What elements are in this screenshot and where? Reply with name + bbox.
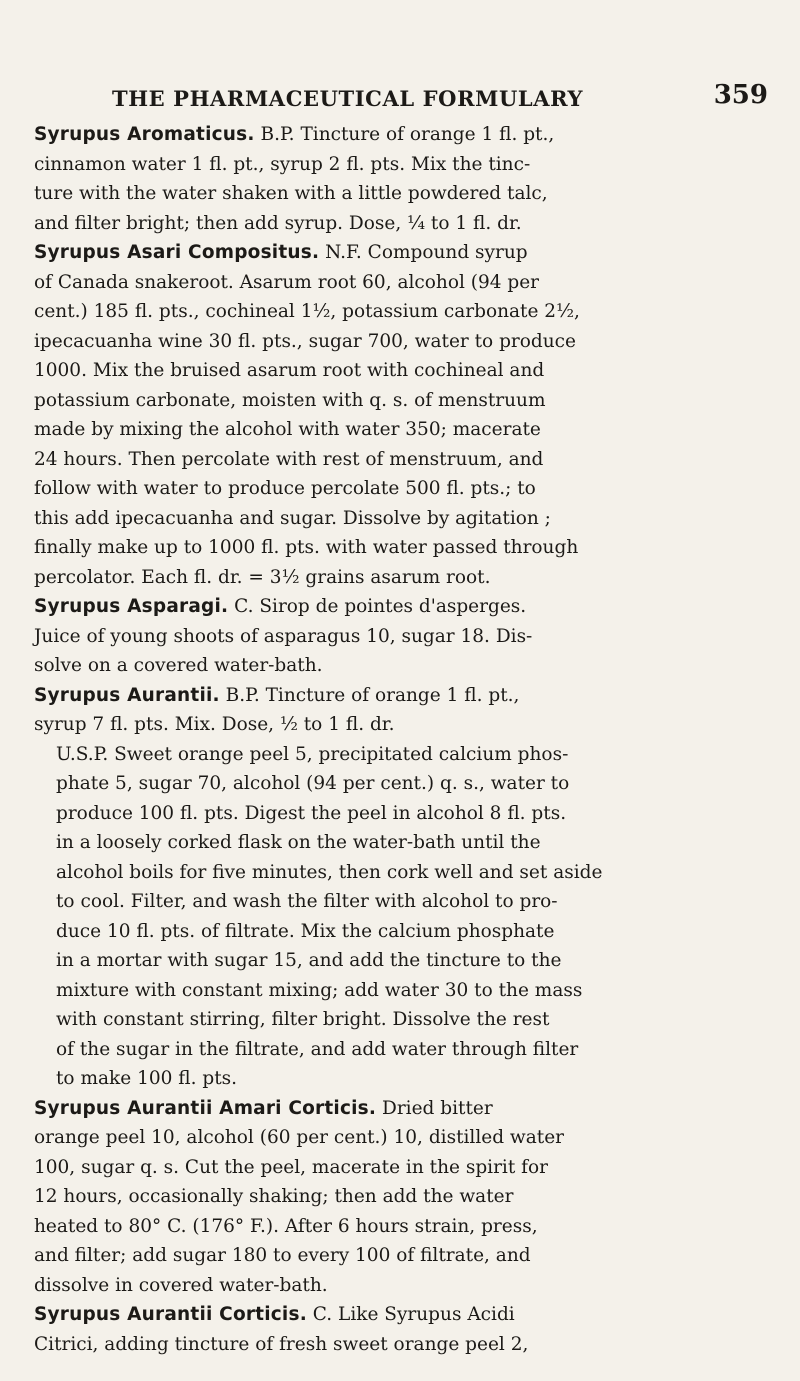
text-line: Juice of young shoots of asparagus 10, sugar 18. Dis- <box>34 625 533 647</box>
text-line: Citrici, adding tincture of fresh sweet orange peel 2, <box>34 1333 529 1355</box>
text-line: 24 hours. Then percolate with rest of menstruum, and <box>34 448 544 470</box>
text-line: cent.) 185 fl. pts., cochineal 1½, potassium carbonate 2½, <box>34 301 580 322</box>
text-line: Syrupus Aurantii. B.P. Tincture of orange 1 fl. pt., <box>34 684 520 706</box>
entry-syrupus-asari-compositus <box>34 238 770 592</box>
text-line: 12 hours, occasionally shaking; then add the water <box>34 1186 514 1207</box>
text-line: solve on a covered water-bath. <box>34 655 323 676</box>
text-line: phate 5, sugar 70, alcohol (94 per cent.) q. s., water to <box>56 773 570 794</box>
entry-syrupus-aurantii-corticis <box>34 1300 770 1359</box>
text-line: of Canada snakeroot. Asarum root 60, alcohol (94 per <box>34 271 540 293</box>
text-line: potassium carbonate, moisten with q. s. of menstruum <box>34 389 546 411</box>
text-line: Syrupus Aurantii Amari Corticis. Dried bitter <box>34 1097 493 1119</box>
text-line: this add ipecacuanha and sugar. Dissolve by agitation ; <box>34 507 551 529</box>
text-line: syrup 7 fl. pts. Mix. Dose, ½ to 1 fl. dr. <box>34 714 395 735</box>
text-line: alcohol boils for five minutes, then cork well and set aside <box>56 861 603 883</box>
text-line: to make 100 fl. pts. <box>56 1068 238 1089</box>
running-head: THE PHARMACEUTICAL FORMULARY <box>112 86 584 111</box>
page-number: 359 <box>713 80 768 110</box>
text-line: and filter bright; then add syrup. Dose, ¼ to 1 fl. dr. <box>34 212 522 234</box>
text-line: in a loosely corked flask on the water-bath until the <box>56 832 541 853</box>
text-line: Syrupus Aromaticus. B.P. Tincture of orange 1 fl. pt., <box>34 124 555 145</box>
text-line: duce 10 fl. pts. of filtrate. Mix the calcium phosphate <box>56 920 555 942</box>
entry-headword: Syrupus Asari Compositus. <box>34 242 320 263</box>
entry-headword: Syrupus Aurantii Amari Corticis. <box>34 1097 377 1119</box>
text-line: 1000. Mix the bruised asarum root with cochineal and <box>34 360 545 381</box>
entry-syrupus-aurantii <box>34 681 770 740</box>
text-line: produce 100 fl. pts. Digest the peel in alcohol 8 fl. pts. <box>56 802 567 824</box>
text-line: percolator. Each fl. dr. = 3½ grains asarum root. <box>34 566 491 588</box>
entry-headword: Syrupus Aurantii. <box>34 684 220 706</box>
text-line: to cool. Filter, and wash the filter with alcohol to pro- <box>56 891 558 912</box>
entry-headword: Syrupus Aurantii Corticis. <box>34 1304 307 1325</box>
text-line: ture with the water shaken with a little powdered talc, <box>34 183 548 204</box>
entry-syrupus-aurantii-usp <box>34 740 770 1094</box>
entry-syrupus-asparagi <box>34 592 770 681</box>
page-header <box>0 0 800 111</box>
text-line: Syrupus Asari Compositus. N.F. Compound syrup <box>34 242 528 263</box>
text-line: Syrupus Asparagi. C. Sirop de pointes d'asperges. <box>34 596 527 617</box>
entry-syrupus-aromaticus <box>34 120 770 238</box>
text-line: cinnamon water 1 fl. pt., syrup 2 fl. pts. Mix the tinc- <box>34 153 531 175</box>
entry-headword: Syrupus Aromaticus. <box>34 124 255 145</box>
text-line: Syrupus Aurantii Corticis. C. Like Syrupus Acidi <box>34 1304 515 1325</box>
text-line: follow with water to produce percolate 500 fl. pts.; to <box>34 478 536 499</box>
text-line: ipecacuanha wine 30 fl. pts., sugar 700, water to produce <box>34 330 576 352</box>
text-line: and filter; add sugar 180 to every 100 of filtrate, and <box>34 1245 531 1266</box>
text-line: of the sugar in the filtrate, and add water through filter <box>56 1038 579 1060</box>
text-line: with constant stirring, filter bright. Dissolve the rest <box>56 1009 550 1030</box>
text-line: mixture with constant mixing; add water 30 to the mass <box>56 979 583 1001</box>
text-line: made by mixing the alcohol with water 350; macerate <box>34 419 541 440</box>
text-line: in a mortar with sugar 15, and add the tincture to the <box>56 950 562 971</box>
text-line: orange peel 10, alcohol (60 per cent.) 10, distilled water <box>34 1127 565 1148</box>
entry-syrupus-aurantii-amari-corticis <box>34 1094 770 1301</box>
text-line: U.S.P. Sweet orange peel 5, precipitated calcium phos- <box>56 743 569 765</box>
text-line: heated to 80° C. (176° F.). After 6 hours strain, press, <box>34 1215 538 1237</box>
formulary-text <box>34 120 770 1359</box>
entry-headword: Syrupus Asparagi. <box>34 596 229 617</box>
text-line: 100, sugar q. s. Cut the peel, macerate in the spirit for <box>34 1156 548 1178</box>
text-line: dissolve in covered water-bath. <box>34 1274 328 1296</box>
text-line: finally make up to 1000 fl. pts. with water passed through <box>34 537 579 558</box>
